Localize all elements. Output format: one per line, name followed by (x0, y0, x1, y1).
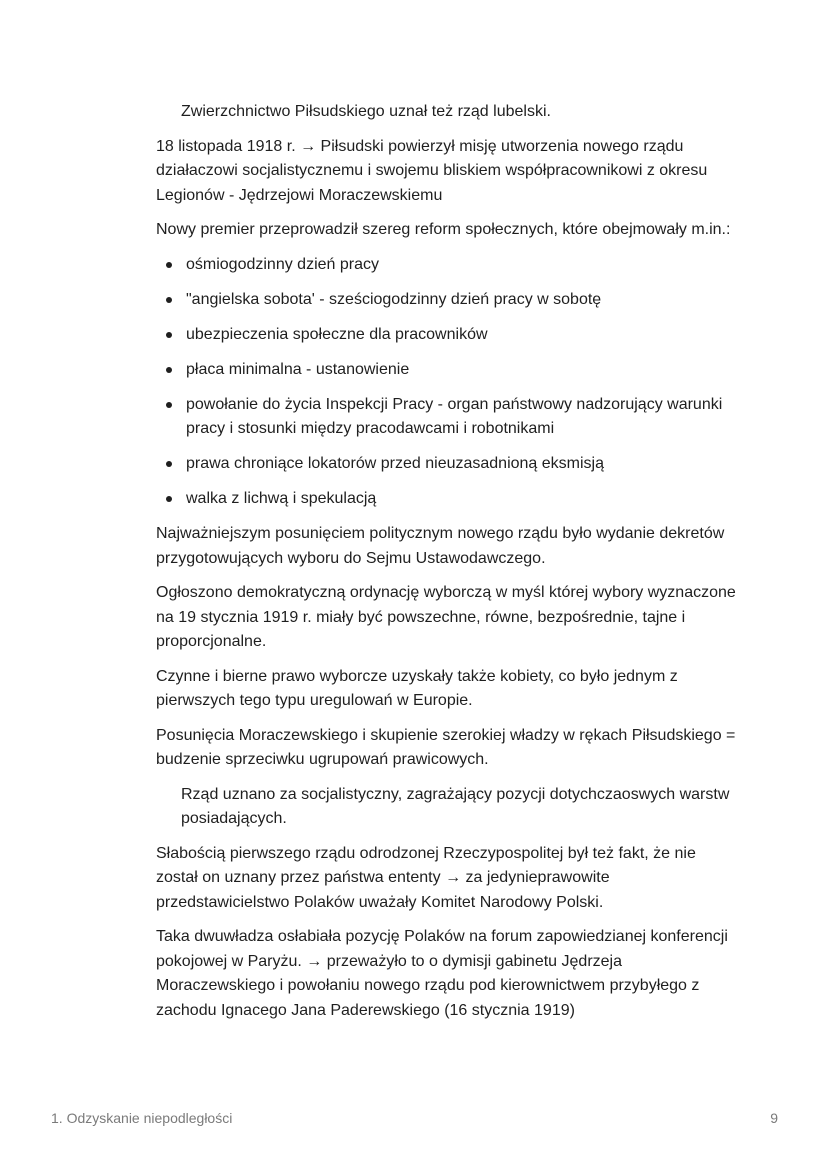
list-item (156, 487, 736, 512)
bullet-icon (166, 297, 172, 303)
paragraph-election-decrees: Najważniejszym posunięciem politycznym nowego rządu było wydanie dekretów przygotowujących wyboru do Sejmu Ustawodawczego. (156, 525, 725, 567)
paragraph-women-suffrage: Czynne i bierne prawo wyborcze uzyskały także kobiety, co było jednym z pierwszych tego typu uregulowań w Europie. (156, 667, 678, 709)
list-item-text: ubezpieczenia społeczne dla pracowników (186, 325, 488, 343)
page-content (156, 100, 736, 1033)
bullet-icon (166, 496, 172, 502)
list-item (156, 288, 736, 313)
bullet-icon (166, 332, 172, 338)
paragraph-lublin-government: Zwierzchnictwo Piłsudskiego uznał też rząd lubelski. (181, 103, 551, 120)
paragraph-electoral-law: Ogłoszono demokratyczną ordynację wyborczą w myśl której wybory wyznaczone na 19 stycznia 1919 r. miały być powszechne, równe, bezpośrednie, tajne i proporcjonalne. (156, 584, 736, 650)
paragraph-reforms-intro: Nowy premier przeprowadził szereg reform społecznych, które obejmowały m.in.: (156, 221, 731, 238)
reforms-list (156, 253, 736, 512)
list-item-text: powołanie do życia Inspekcji Pracy - organ państwowy nadzorujący warunki pracy i stosunki między pracodawcami i robotnikami (186, 395, 723, 437)
paragraph-moraczewski-appointment: 18 listopada 1918 r. → Piłsudski powierzył misję utworzenia nowego rządu działaczowi socjalistycznemu i swojemu bliskiem współpracownikowi z okresu Legionów - Jędrzejowi Moraczewskiemu (156, 137, 708, 204)
bullet-icon (166, 402, 172, 408)
list-item-text: prawa chroniące lokatorów przed nieuzasadnioną eksmisją (186, 455, 605, 472)
bullet-icon (166, 461, 172, 467)
list-item (156, 323, 736, 348)
list-item (156, 358, 736, 383)
list-item (156, 393, 736, 442)
footer-page-number: 9 (770, 1110, 778, 1126)
bullet-icon (166, 262, 172, 268)
paragraph-socialist-government-note: Rząd uznano za socjalistyczny, zagrażający pozycji dotychczaoswych warstw posiadających. (181, 785, 730, 827)
footer-section-title: 1. Odzyskanie niepodległości (51, 1110, 233, 1126)
list-item-text: walka z lichwą i spekulacją (186, 490, 377, 507)
list-item (156, 253, 736, 278)
list-item (156, 452, 736, 477)
list-item-text: ośmiogodzinny dzień pracy (186, 255, 379, 273)
paragraph-right-wing-opposition: Posunięcia Moraczewskiego i skupienie szerokiej władzy w rękach Piłsudskiego = budzenie sprzeciwku ugrupowań prawicowych. (156, 726, 736, 768)
paragraph-entente-recognition: Słabością pierwszego rządu odrodzonej Rzeczypospolitej był też fakt, że nie został on uznany przez państwa ententy → za jedynieprawowite przedstawicielstwo Polaków uważały Komitet Narodowy Polski. (156, 844, 696, 911)
list-item-text: "angielska sobota' - sześciogodzinny dzień pracy w sobotę (186, 290, 602, 308)
paragraph-paderewski-government: Taka dwuwładza osłabiała pozycję Polaków na forum zapowiedzianej konferencji pokojowej w Paryżu. → przeważyło to o dymisji gabinetu Jędrzeja Moraczewskiego i powołaniu nowego rządu pod kierownictwem przybyłego z zachodu Ignacego Jana Paderewskiego (16 stycznia 1919) (156, 928, 728, 1019)
list-item-text: płaca minimalna - ustanowienie (186, 360, 410, 378)
bullet-icon (166, 367, 172, 373)
